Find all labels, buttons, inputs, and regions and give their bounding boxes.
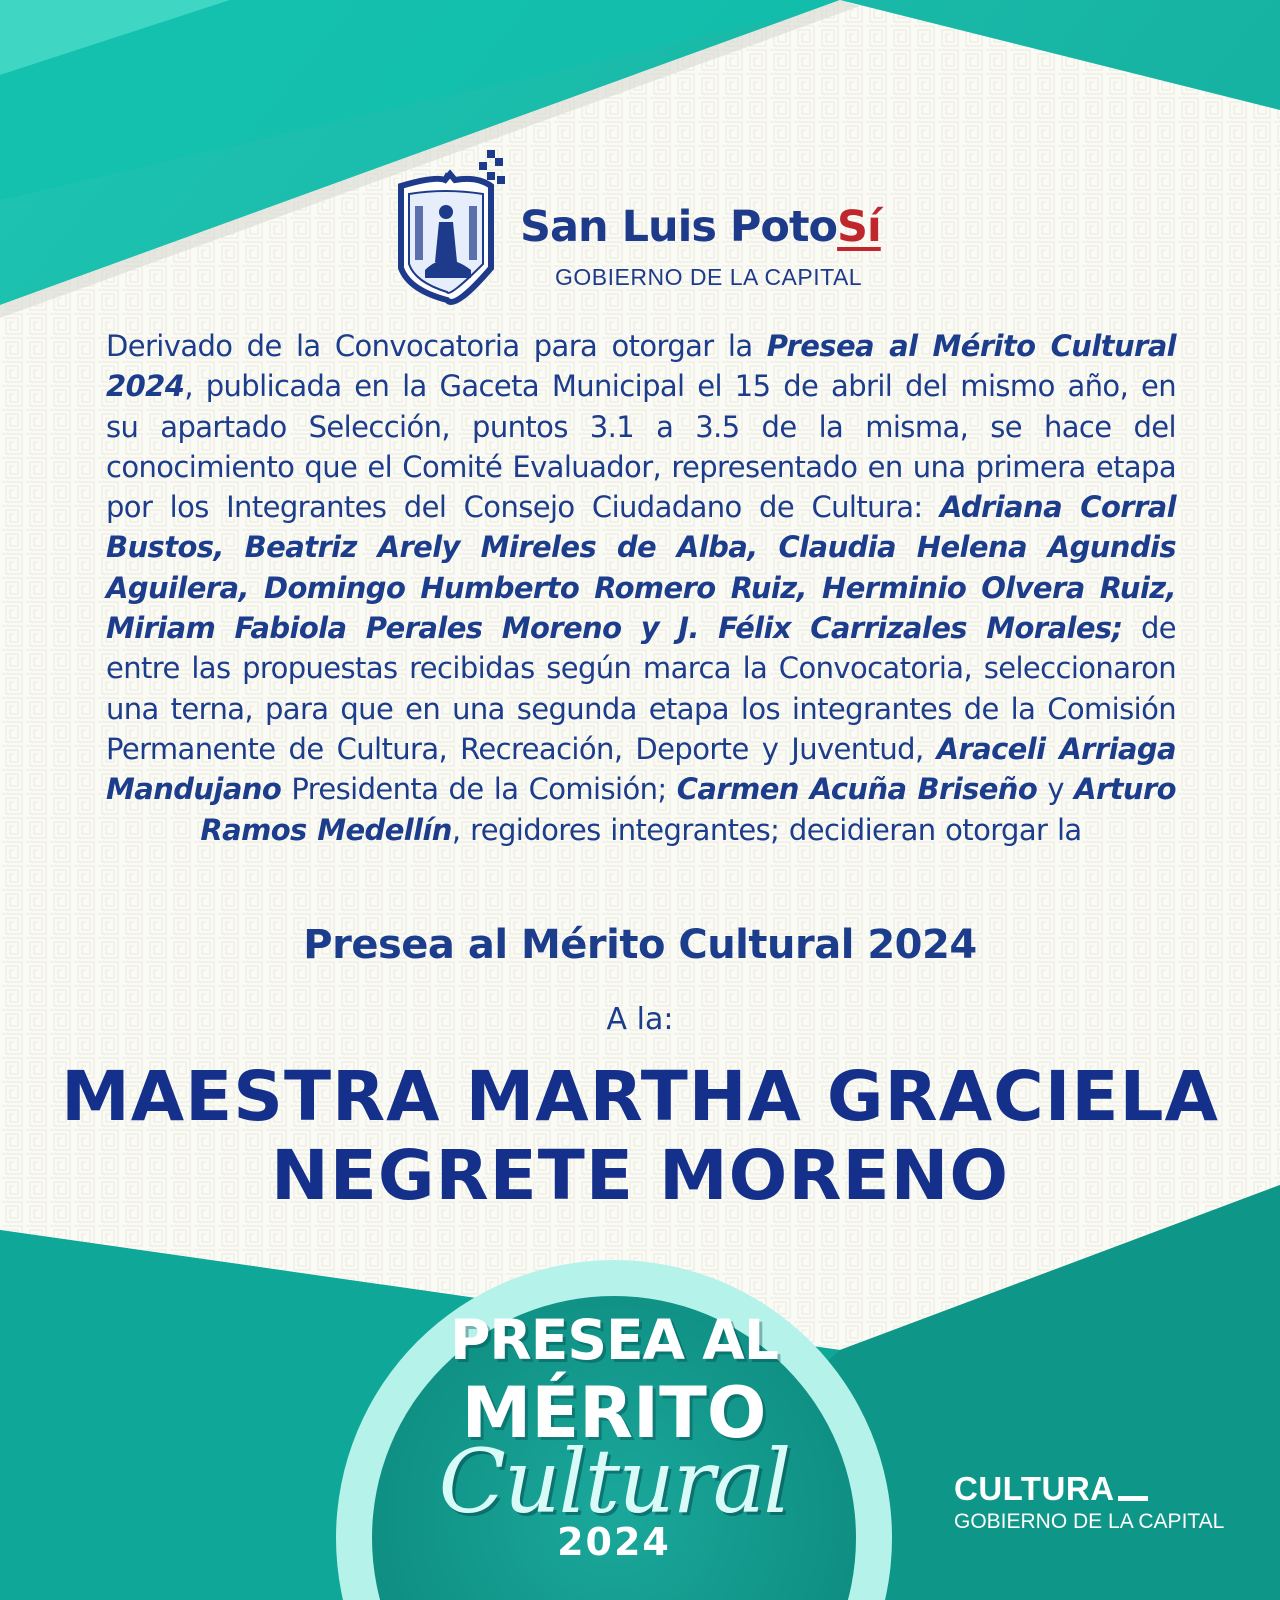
text-segment: , regidores integrantes; decidieran otorgar la xyxy=(451,812,1082,847)
text-segment: de entre las propuestas recibidas según marca la Convocatoria, seleccionaron una terna, para que en una segunda etapa los integrantes de la Comisión Permanente de Cultura, Recreación, Deporte y Juventud, xyxy=(106,611,1176,766)
text-segment: y xyxy=(1037,772,1075,807)
coat-of-arms-icon xyxy=(395,150,515,310)
brand-subtitle: GOBIERNO DE LA CAPITAL xyxy=(555,264,863,290)
badge-line3: Cultural xyxy=(438,1430,790,1533)
recipient-name xyxy=(0,1058,1280,1216)
footer-accent-bar xyxy=(1118,1496,1148,1501)
text-segment: , publicada en la Gaceta Municipal el 15 de abril del mismo año, en su apartado Selección, puntos 3.1 a 3.5 de la misma, se hace del conocimiento que el Comité Evaluador, representado en una primera etapa por los Integrantes del Consejo Ciudadano de Cultura: xyxy=(106,369,1176,525)
header-logo xyxy=(395,150,895,310)
brand-title: San Luis PotoSí xyxy=(520,202,881,252)
badge-line1: PRESEA AL xyxy=(450,1308,778,1372)
regidor-name: Carmen Acuña Briseño xyxy=(676,772,1038,807)
text-segment: Derivado de la Convocatoria para otorgar la xyxy=(106,329,767,363)
award-title: Presea al Mérito Cultural 2024 xyxy=(303,922,977,968)
recipient-name-line2: NEGRETE MORENO xyxy=(271,1136,1009,1216)
recipient-name-line1: MAESTRA MARTHA GRACIELA xyxy=(61,1057,1219,1137)
award-badge xyxy=(338,1258,890,1600)
commission-president: Araceli Arriaga Mandujano xyxy=(106,731,1177,807)
award-reference: Presea al Mérito Cultural 2024 xyxy=(106,329,1176,404)
text-segment: Presidenta de la Comisión; xyxy=(281,772,677,807)
badge-year: 2024 xyxy=(557,1520,671,1564)
council-members: Adriana Corral Bustos, Beatriz Arely Mireles de Alba, Claudia Helena Agundis Aguilera, Domingo Humberto Romero Ruiz, Herminio Olvera Ruiz, Miriam Fabiola Perales Moreno y J. Félix Carrizales Morales; xyxy=(106,490,1176,646)
badge-line2: MÉRITO xyxy=(461,1372,767,1454)
footer-cultura: CULTURA xyxy=(954,1470,1115,1507)
recipient-intro: A la: xyxy=(606,1002,674,1037)
footer-subtitle: GOBIERNO DE LA CAPITAL xyxy=(954,1510,1225,1533)
brand-accent: Sí xyxy=(837,202,881,252)
announcement-paragraph xyxy=(106,326,1176,850)
regidor-name: Arturo Ramos Medellín xyxy=(200,772,1176,847)
